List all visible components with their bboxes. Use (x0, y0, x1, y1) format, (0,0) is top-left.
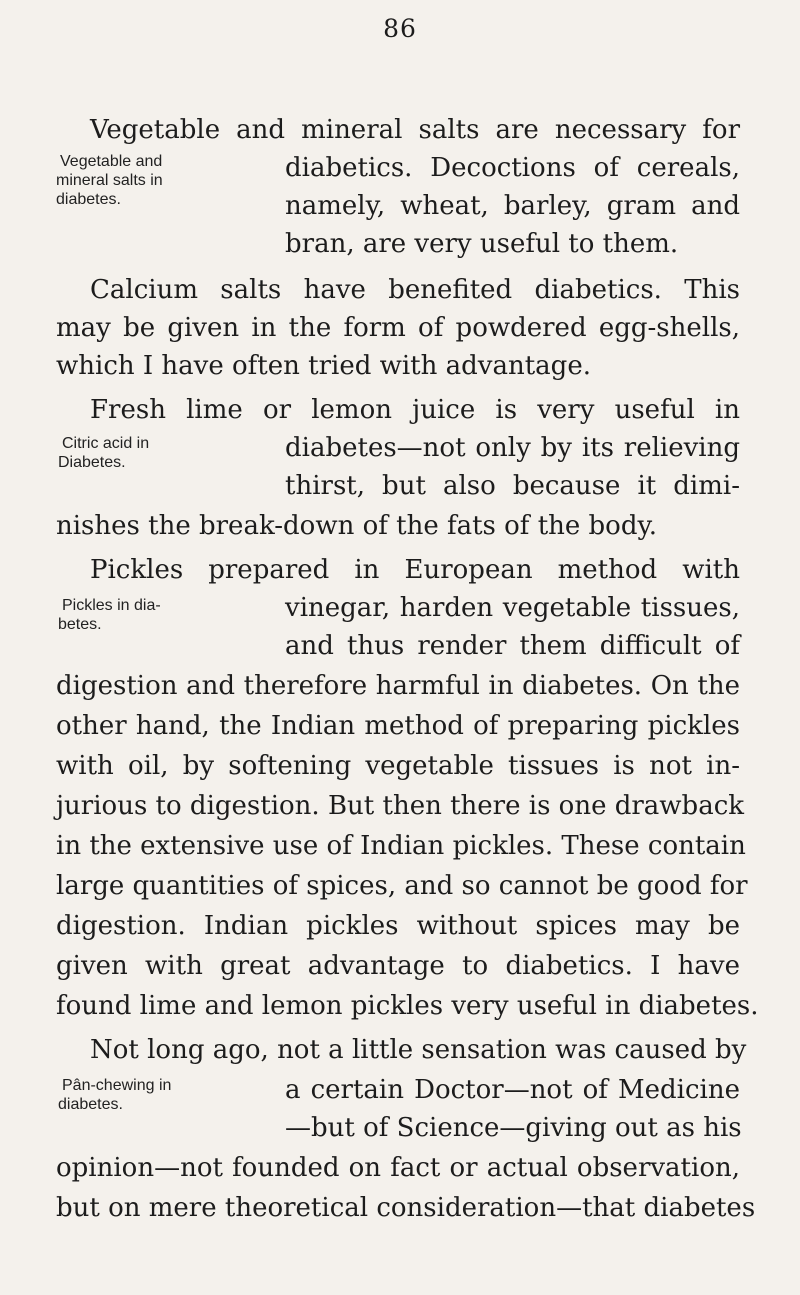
text-line: with oil, by softening vegetable tissues is not in- (56, 751, 740, 781)
text-line: vinegar, harden vegetable tissues, (285, 593, 740, 623)
text-line: diabetics. Decoctions of cereals, (285, 153, 740, 183)
text-line: large quantities of spices, and so cannot be good for (56, 871, 748, 901)
text-line: digestion and therefore harmful in diabetes. On the (56, 671, 740, 701)
text-line: given with great advantage to diabetics. I have (56, 951, 740, 981)
text-line: other hand, the Indian method of preparing pickles (56, 711, 740, 741)
text-line: thirst, but also because it dimi- (285, 471, 740, 501)
side-note-line: mineral salts in (56, 172, 163, 189)
text-line: digestion. Indian pickles without spices may be (56, 911, 740, 941)
text-line: Vegetable and mineral salts are necessary for (90, 115, 740, 145)
page-number: 86 (383, 14, 417, 43)
side-note-pickles (58, 596, 161, 634)
text-line: may be given in the form of powdered egg-shells, (56, 313, 740, 343)
side-note-line: Pickles in dia- (62, 597, 161, 614)
text-line: diabetes—not only by its relieving (285, 433, 740, 463)
text-line: which I have often tried with advantage. (56, 351, 591, 381)
side-note-line: Pân-chewing in (62, 1077, 172, 1094)
text-line: jurious to digestion. But then there is one drawback (56, 791, 745, 821)
text-line: nishes the break-down of the fats of the body. (56, 511, 657, 541)
side-note-line: Diabetes. (58, 454, 126, 471)
side-note-citric-acid (58, 434, 149, 472)
side-note-line: diabetes. (56, 191, 121, 208)
text-line: a certain Doctor—not of Medicine (285, 1075, 740, 1105)
text-line: but on mere theoretical consideration—that diabetes (56, 1193, 756, 1223)
text-line: namely, wheat, barley, gram and (285, 191, 740, 221)
text-line: opinion—not founded on fact or actual observation, (56, 1153, 740, 1183)
text-line: in the extensive use of Indian pickles. These contain (56, 831, 746, 861)
side-note-pan-chewing (58, 1076, 171, 1114)
text-line: and thus render them difficult of (285, 631, 740, 661)
text-line: Pickles prepared in European method with (90, 555, 740, 585)
text-line: —but of Science—giving out as his (285, 1113, 742, 1143)
text-line: Fresh lime or lemon juice is very useful in (90, 395, 740, 425)
text-line: found lime and lemon pickles very useful in diabetes. (56, 991, 759, 1021)
side-note-line: Citric acid in (62, 435, 150, 452)
text-line: bran, are very useful to them. (285, 229, 679, 259)
text-line: Not long ago, not a little sensation was caused by (90, 1035, 747, 1065)
side-note-vegetable-salts (56, 152, 163, 209)
side-note-line: Vegetable and (60, 153, 163, 170)
text-line: Calcium salts have benefited diabetics. This (90, 275, 740, 305)
side-note-line: betes. (58, 616, 102, 633)
side-note-line: diabetes. (58, 1096, 123, 1113)
